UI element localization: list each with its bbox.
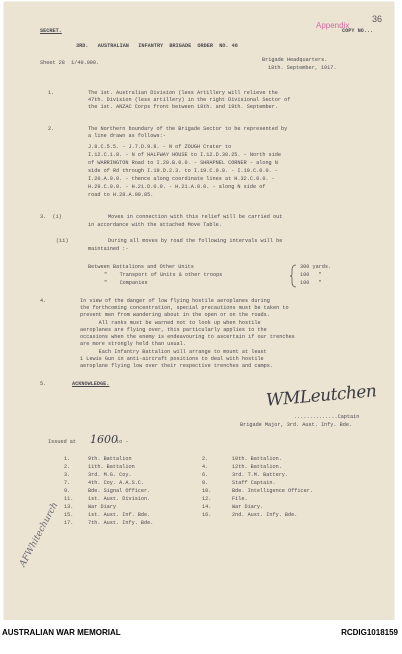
distribution-number: 14. xyxy=(202,504,212,510)
interval-value: 100 " xyxy=(300,280,322,286)
interval-label: " Companies xyxy=(104,280,148,286)
archive-name: AUSTRALIAN WAR MEMORIAL xyxy=(2,628,121,637)
distribution-number: 2. xyxy=(64,464,71,470)
distribution-number: 15. xyxy=(64,512,74,518)
copy-number: COPY NO... xyxy=(342,28,374,34)
para-4-line: occasions when the enemy is endeavouring to ascertain if our trenches xyxy=(80,334,295,340)
distribution-number: 13. xyxy=(64,504,74,510)
handwritten-annotation: AFWhitechurch xyxy=(18,500,61,569)
distribution-number: 2. xyxy=(202,456,209,462)
distribution-recipient: File. xyxy=(232,496,248,502)
distribution-recipient: Bde. Intelligence Officer. xyxy=(232,488,313,494)
para-2-line: I.20.A.0.0. - thence along coordinate lines at H.32.C.0.0. - xyxy=(88,176,275,182)
order-date: 18th. September, 1917. xyxy=(268,65,337,71)
archive-id: RCDIG1018159 xyxy=(341,628,398,637)
distribution-recipient: 3rd. T.M. Battery. xyxy=(232,472,289,478)
distribution-recipient: 7th. Aust. Infy. Bde. xyxy=(88,520,154,526)
para-3i-line: in accordance with the attached Move Table. xyxy=(88,222,222,228)
issued-prefix: Issued at xyxy=(48,439,77,445)
distribution-number: 8. xyxy=(202,480,209,486)
page-number: 36 xyxy=(372,14,383,24)
distribution-number: 17. xyxy=(64,520,74,526)
para-2-line: side of Rd through I.19.D.2.3. to I.19.C.0.0. - I.19.C.0.0. - xyxy=(88,168,278,174)
para-3ii-line: During all moves by road the following intervals will be xyxy=(108,238,283,244)
para-2-line: of WARRINGTON Road to I.20.B.0.0. - SHRAPNEL CORNER - along N xyxy=(88,160,278,166)
distribution-recipient: 9th. Battalion xyxy=(88,456,132,462)
para-2-line: I.12.C.1.8. - N of HALFWAY HOUSE to I.12.D.30.25. - North side xyxy=(88,152,282,158)
handwritten-signature: WMLeutchen xyxy=(265,381,378,411)
para-3ii-line: maintained :- xyxy=(88,246,129,252)
order-title: 3RD. AUSTRALIAN INFANTRY BRIGADE ORDER NO. 46 xyxy=(76,43,238,49)
para-2-line: H.29.C.0.0. - H.21.D.0.0. - H.21.A.0.0. - along N side of xyxy=(88,184,266,190)
para-3ii-number: (ii) xyxy=(56,238,69,244)
acknowledge-label: ACKNOWLEDGE. xyxy=(72,381,110,387)
para-4-line: In view of the danger of low flying hostile aeroplanes during xyxy=(80,298,270,304)
issued-time: 1600 xyxy=(90,433,118,446)
distribution-recipient: 1st. Aust. Inf. Bde. xyxy=(88,512,151,518)
interval-bracket xyxy=(290,264,298,288)
interval-label: Between Battalions and Other Units xyxy=(88,264,194,270)
para-2-line: road to H.28.A.00.85. xyxy=(88,192,154,198)
issued-suffix: to - xyxy=(116,439,129,445)
brigade-hq: Brigade Headquarters. xyxy=(262,57,328,63)
distribution-recipient: 12th. Battalion. xyxy=(232,464,282,470)
para-2-line: a line drawn as follows:- xyxy=(88,133,166,139)
signature-dots: ..............Captain xyxy=(294,414,360,420)
interval-value: 300 yards. xyxy=(300,264,332,270)
appendix-stamp: Appendix xyxy=(316,21,350,30)
distribution-number: 10. xyxy=(202,488,212,494)
distribution-number: 3. xyxy=(64,472,71,478)
distribution-recipient: Staff Captain. xyxy=(232,480,276,486)
para-4-line: aeroplane flying low over their respective trenches and camps. xyxy=(80,363,274,369)
para-4-line: the forthcoming concentration, special precautions must be taken to xyxy=(80,305,289,311)
distribution-recipient: War Diary. xyxy=(232,504,264,510)
signatory-title: Brigade Major, 3rd. Aust. Infy. Bde. xyxy=(240,422,353,428)
para-2-line: J.8.C.5.5. - J.7.D.9.8. - N of ZOUGH Crater to xyxy=(88,144,232,150)
para-4-line: aeroplanes are flying over, this particularly applies to the xyxy=(80,327,267,333)
distribution-recipient: Bde. Signal Officer. xyxy=(88,488,151,494)
para-3i-line: Moves in connection with this relief will be carried out xyxy=(108,214,283,220)
interval-label: " Transport of Units & other troops xyxy=(104,272,223,278)
distribution-recipient: 4th. Coy. A.A.S.C. xyxy=(88,480,145,486)
distribution-number: 11. xyxy=(64,496,74,502)
distribution-recipient: 1st. Aust. Division. xyxy=(88,496,151,502)
interval-value: 100 " xyxy=(300,272,322,278)
document-sheet xyxy=(4,2,394,620)
para-4-line: Each Infantry Battalion will arrange to mount at least xyxy=(80,349,267,355)
para-4-number: 4. xyxy=(40,298,47,304)
para-3-number: 3. (i) xyxy=(40,214,62,220)
distribution-recipient: 3rd. M.G. Coy. xyxy=(88,472,132,478)
distribution-number: 6. xyxy=(202,472,209,478)
para-1-line: the 1st. ANZAC Corps front between 18th. and 19th. September. xyxy=(88,104,278,110)
sheet-reference: Sheet 28 1/40.000. xyxy=(40,60,100,66)
para-2-line: The Northern boundary of the Brigade Sector to be represented by xyxy=(88,126,288,132)
secret-label: SECRET. xyxy=(40,28,62,34)
para-4-line: All ranks must be warned not to look up when hostile xyxy=(80,320,261,326)
distribution-number: 9. xyxy=(64,488,71,494)
para-2-number: 2. xyxy=(48,126,55,132)
distribution-recipient: 11th. Battalion xyxy=(88,464,135,470)
para-1-line: 47th. Division (less artillery) in the right Divisional Sector of xyxy=(88,97,291,103)
distribution-recipient: 10th. Battalion. xyxy=(232,456,282,462)
archive-footer xyxy=(0,620,402,654)
distribution-recipient: 2nd. Aust. Infy. Bde. xyxy=(232,512,298,518)
distribution-number: 7. xyxy=(64,480,71,486)
para-5-number: 5. xyxy=(40,381,47,387)
distribution-number: 1. xyxy=(64,456,71,462)
para-1-line: The 1st. Australian Division (less Artillery will relieve the xyxy=(88,90,278,96)
distribution-number: 4. xyxy=(202,464,209,470)
distribution-recipient: War Diary xyxy=(88,504,117,510)
distribution-number: 12. xyxy=(202,496,212,502)
para-1-number: 1. xyxy=(48,90,55,96)
para-4-line: 1 Lewis Gun in anti-aircraft positions to deal with hostile xyxy=(80,356,264,362)
para-4-line: are more strongly held than usual. xyxy=(80,341,186,347)
distribution-number: 16. xyxy=(202,512,212,518)
para-4-line: prevent men from wandering about in the open or on the roads. xyxy=(80,312,270,318)
